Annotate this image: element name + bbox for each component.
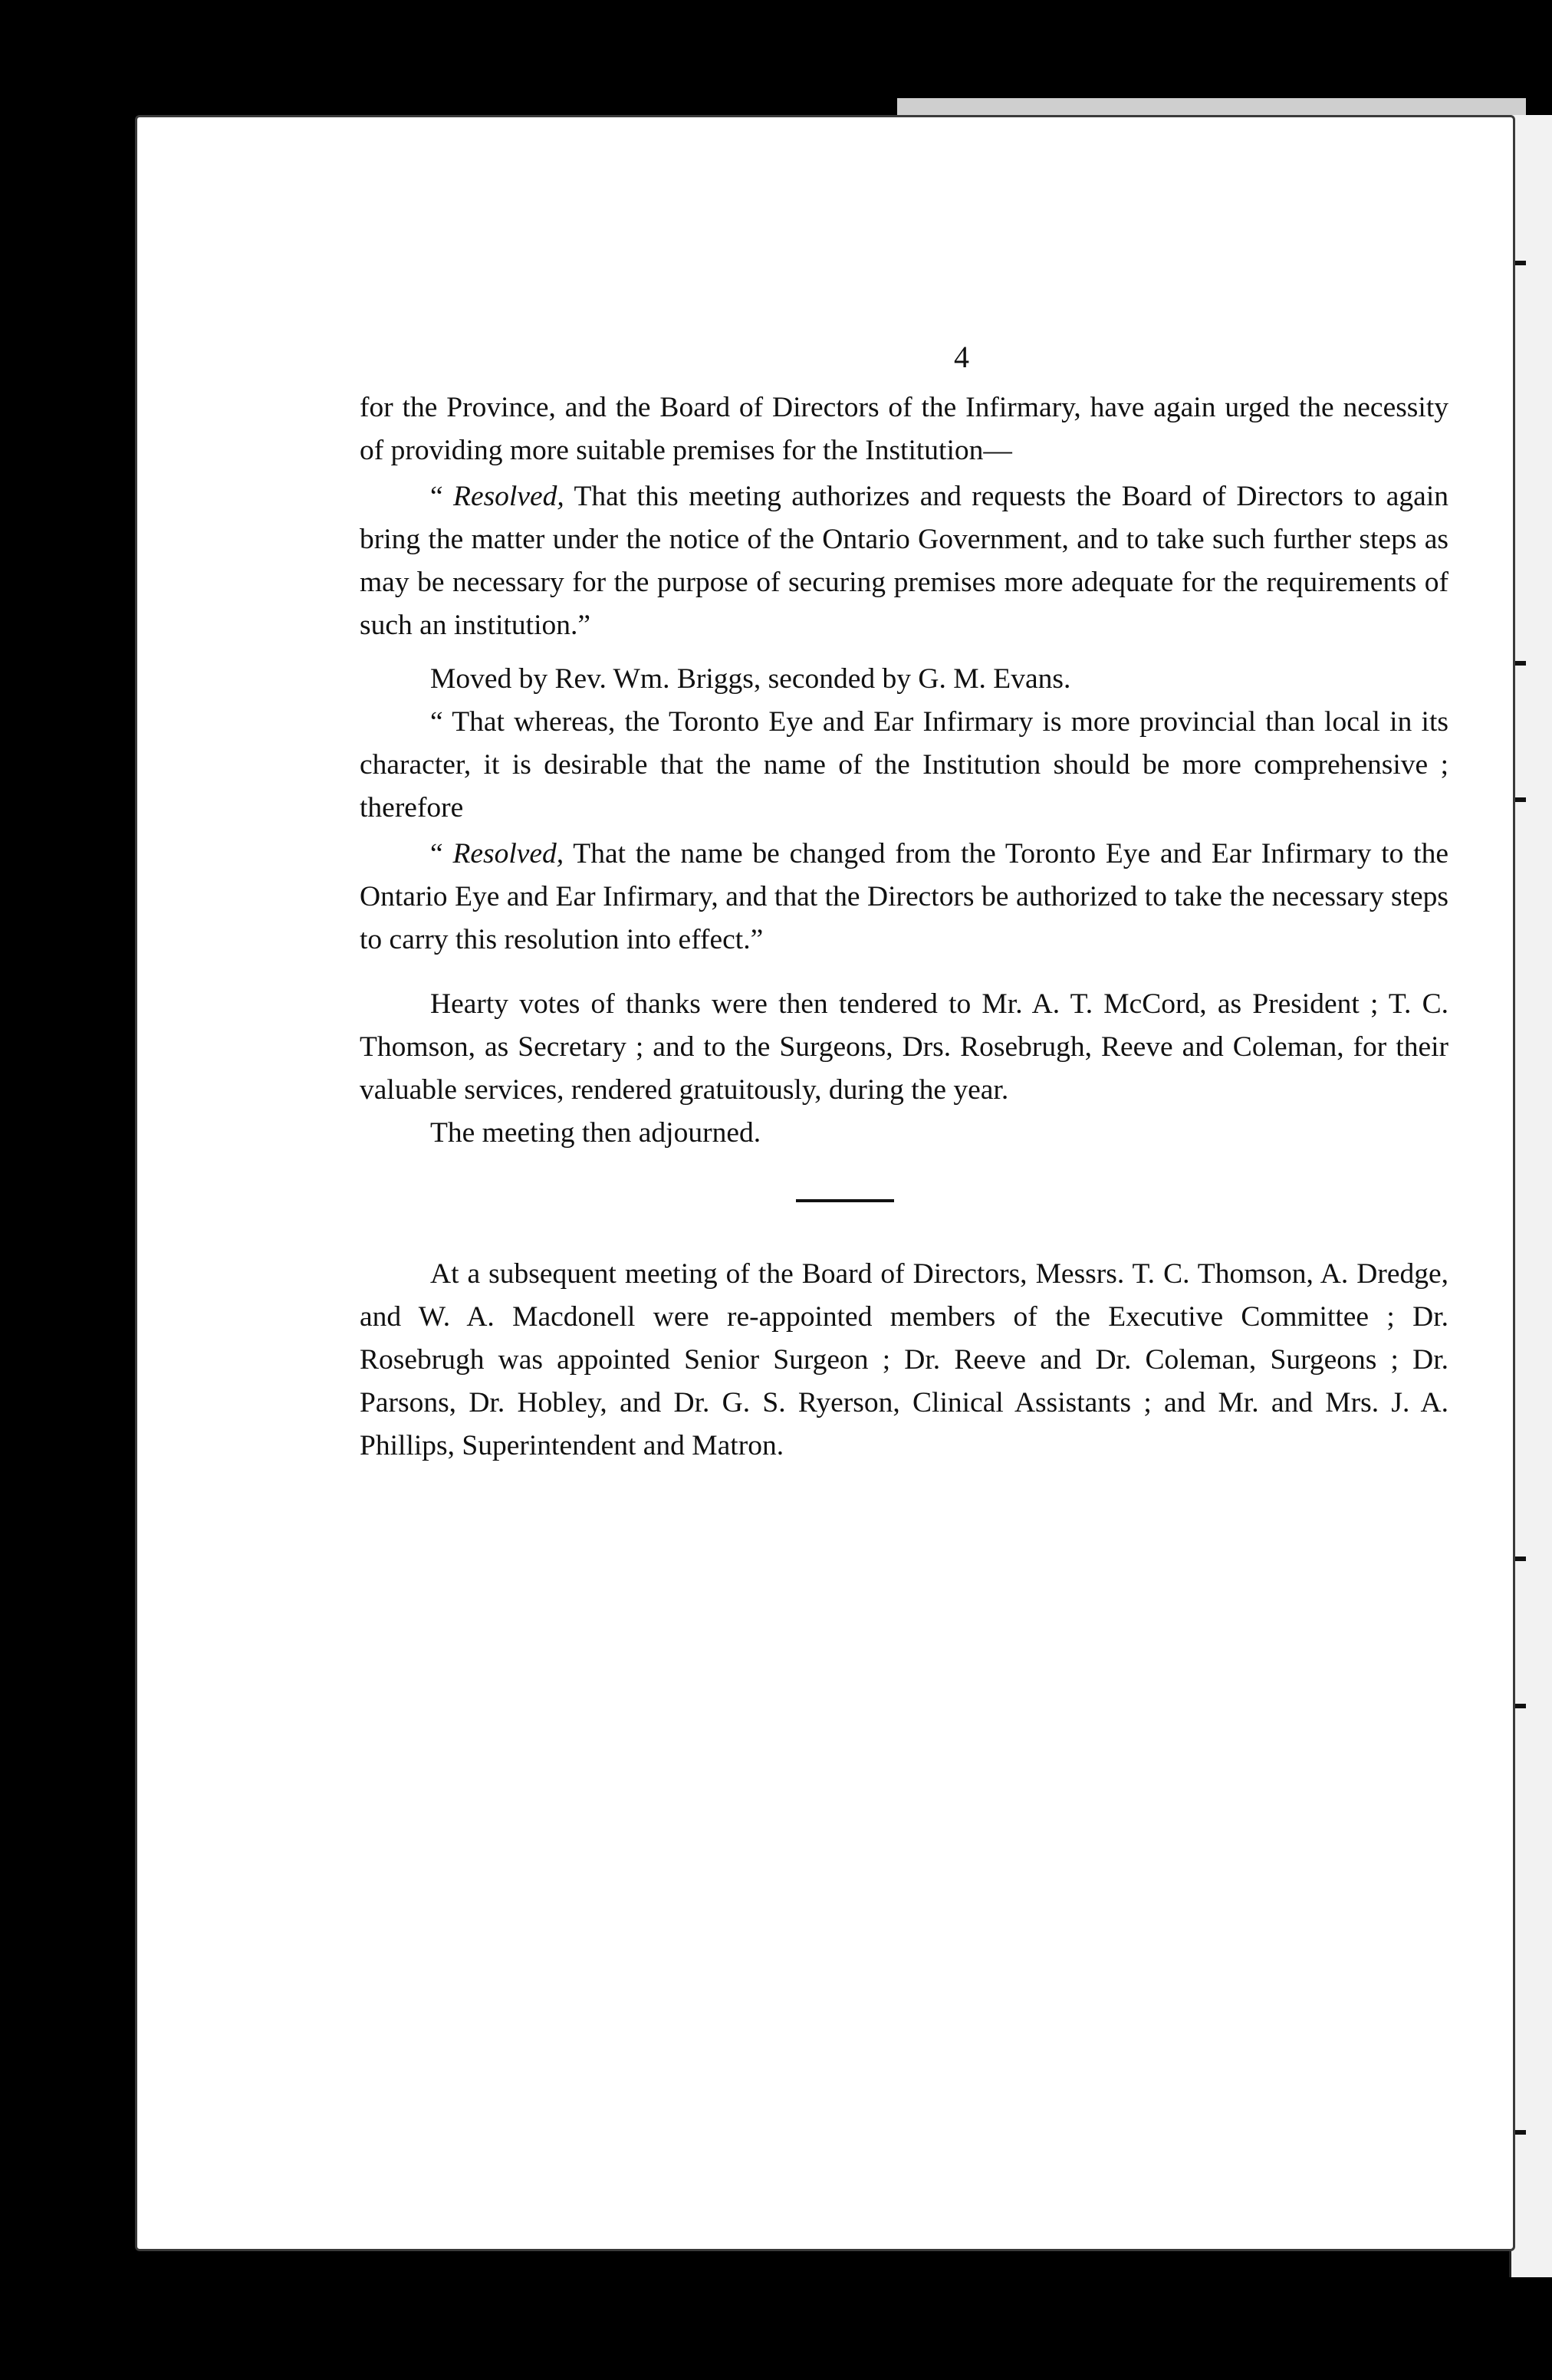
adjacent-page-edge xyxy=(1509,115,1552,2277)
paragraph-votes-of-thanks: Hearty votes of thanks were then tendered to Mr. A. T. McCord, as President ; T. C. Thomson, as Secretary ; and to the Surgeons, Drs. Rosebrugh, Reeve and Coleman, for their valuable services, rendered gratuitously, during the year. xyxy=(360,988,1448,1106)
document-page xyxy=(135,115,1515,2251)
paragraph-moved-by: Moved by Rev. Wm. Briggs, seconded by G. M. Evans. xyxy=(430,663,1071,695)
paragraph-subsequent-meeting: At a subsequent meeting of the Board of Directors, Messrs. T. C. Thomson, A. Dredge, and W. A. Macdonell were re-appointed members of the Executive Committee ; Dr. Rosebrugh was appointed Senior Surgeon ; Dr. Reeve and Dr. Coleman, Surgeons ; Dr. Parsons, Dr. Hobley, and Dr. G. S. Ryerson, Clinical Assistants ; and Mr. and Mrs. J. A. Phillips, Superintendent and Matron. xyxy=(360,1258,1448,1461)
resolved-label: Resolved, xyxy=(452,838,564,869)
paragraph-intro: for the Province, and the Board of Directors of the Infirmary, have again urged the necessity of providing more suitable premises for the Institution— xyxy=(360,392,1448,466)
paragraph-adjourned: The meeting then adjourned. xyxy=(430,1117,761,1149)
page-content xyxy=(360,336,1448,1468)
paragraph-resolution-premises xyxy=(360,475,1448,647)
paragraph-whereas: “ That whereas, the Toronto Eye and Ear Infirmary is more provincial than local in its character, it is desirable that the name of the Institution should be more comprehensive ; therefore xyxy=(360,706,1448,823)
page-number: 4 xyxy=(954,340,969,374)
opening-quote: “ xyxy=(430,838,453,869)
resolution-text: That this meeting authorizes and requests the Board of Directors to again bring the matter under the notice of the Ontario Government, and to take such further steps as may be necessary for the purpose of securing premises more adequate for the requirements of such an institution.” xyxy=(360,481,1448,641)
resolution-text: That the name be changed from the Toronto Eye and Ear Infirmary to the Ontario Eye and Ear Infirmary, and that the Directors be authorized to take the necessary steps to carry this resolution into effect.” xyxy=(360,838,1448,955)
opening-quote: “ xyxy=(430,481,454,512)
paragraph-resolution-name-change xyxy=(360,833,1448,962)
section-divider xyxy=(796,1199,894,1202)
resolved-label: Resolved, xyxy=(453,481,564,512)
